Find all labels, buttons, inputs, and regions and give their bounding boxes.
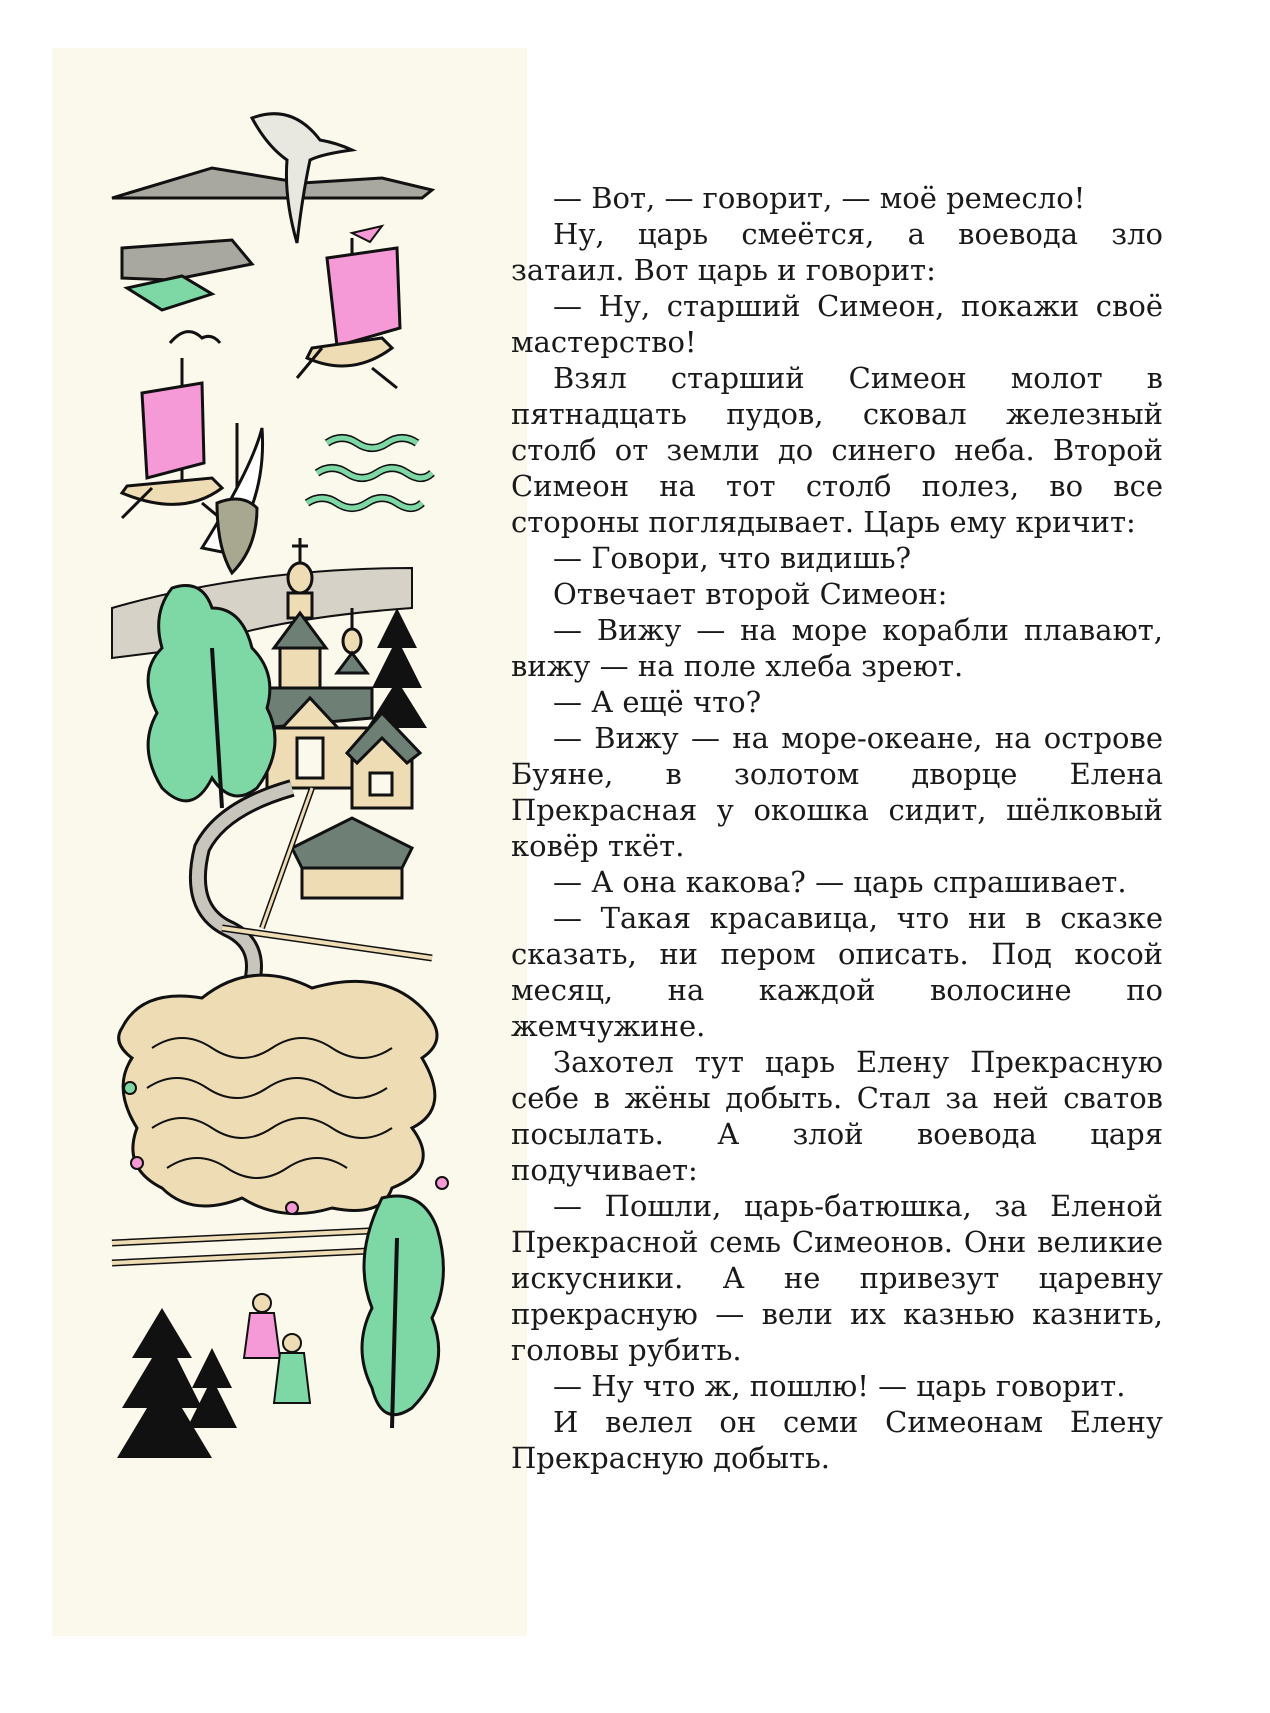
paragraph: Ну, царь смеётся, а воевода зло затаил. Вот царь и говорит: (511, 217, 1163, 287)
paragraph: — Ну, старший Симеон, покажи своё мастерство! (511, 289, 1163, 359)
paragraph: И велел он семи Симеонам Елену Прекрасную добыть. (511, 1405, 1163, 1475)
ship-icon (122, 332, 232, 528)
paragraph: — Такая красавица, что ни в сказке сказать, ни пером описать. Под косой месяц, на каждой волосине по жемчужине. (511, 901, 1163, 1043)
paragraph: — А она какова? — царь спрашивает. (553, 865, 1127, 899)
wave-icon (307, 438, 432, 508)
paragraph: — Говори, что видишь? (553, 541, 912, 575)
paragraph: — Пошли, царь-батюшка, за Еленой Прекрасной семь Симеонов. Они великие искусники. А не привезут царевну прекрасную — вели их казнью казнить, головы рубить. (511, 1189, 1163, 1367)
hill-icon (112, 568, 412, 658)
fir-tree-icon (117, 1308, 237, 1458)
birch-tree-icon (362, 1196, 443, 1428)
hut-icon (292, 818, 412, 898)
paragraph: — Вот, — говорит, — моё ремесло! (553, 181, 1086, 215)
folk-illustration-panel (52, 48, 527, 1636)
ship-icon (297, 226, 400, 388)
paragraph: Отвечает второй Симеон: (553, 577, 948, 611)
paragraph: Захотел тут царь Елену Прекрасную себе в жёны добыть. Стал за ней сватов посылать. А злой воевода царя подучивает: (511, 1045, 1163, 1187)
paragraph: — Вижу — на море-океане, на острове Буяне, в золотом дворце Елена Прекрасная у окошка сидит, шёлковый ковёр ткёт. (511, 721, 1163, 863)
paragraph: — Вижу — на море корабли плавают, вижу — на поле хлеба зреют. (511, 613, 1163, 683)
haystack-icon (119, 975, 437, 1213)
ship-icon (202, 423, 263, 573)
figures-icon (244, 1294, 310, 1403)
paragraph: — А ещё что? (553, 685, 762, 719)
paragraph: Взял старший Симеон молот в пятнадцать пудов, сковал железный столб от земли до синего неба. Второй Симеон на тот столб полез, во все стороны поглядывает. Царь ему кричит: (511, 361, 1163, 539)
illustration-drawing (52, 48, 527, 1636)
fir-tree-icon (367, 608, 427, 728)
story-text (511, 180, 1163, 1476)
paragraph: — Ну что ж, пошлю! — царь говорит. (553, 1369, 1126, 1403)
